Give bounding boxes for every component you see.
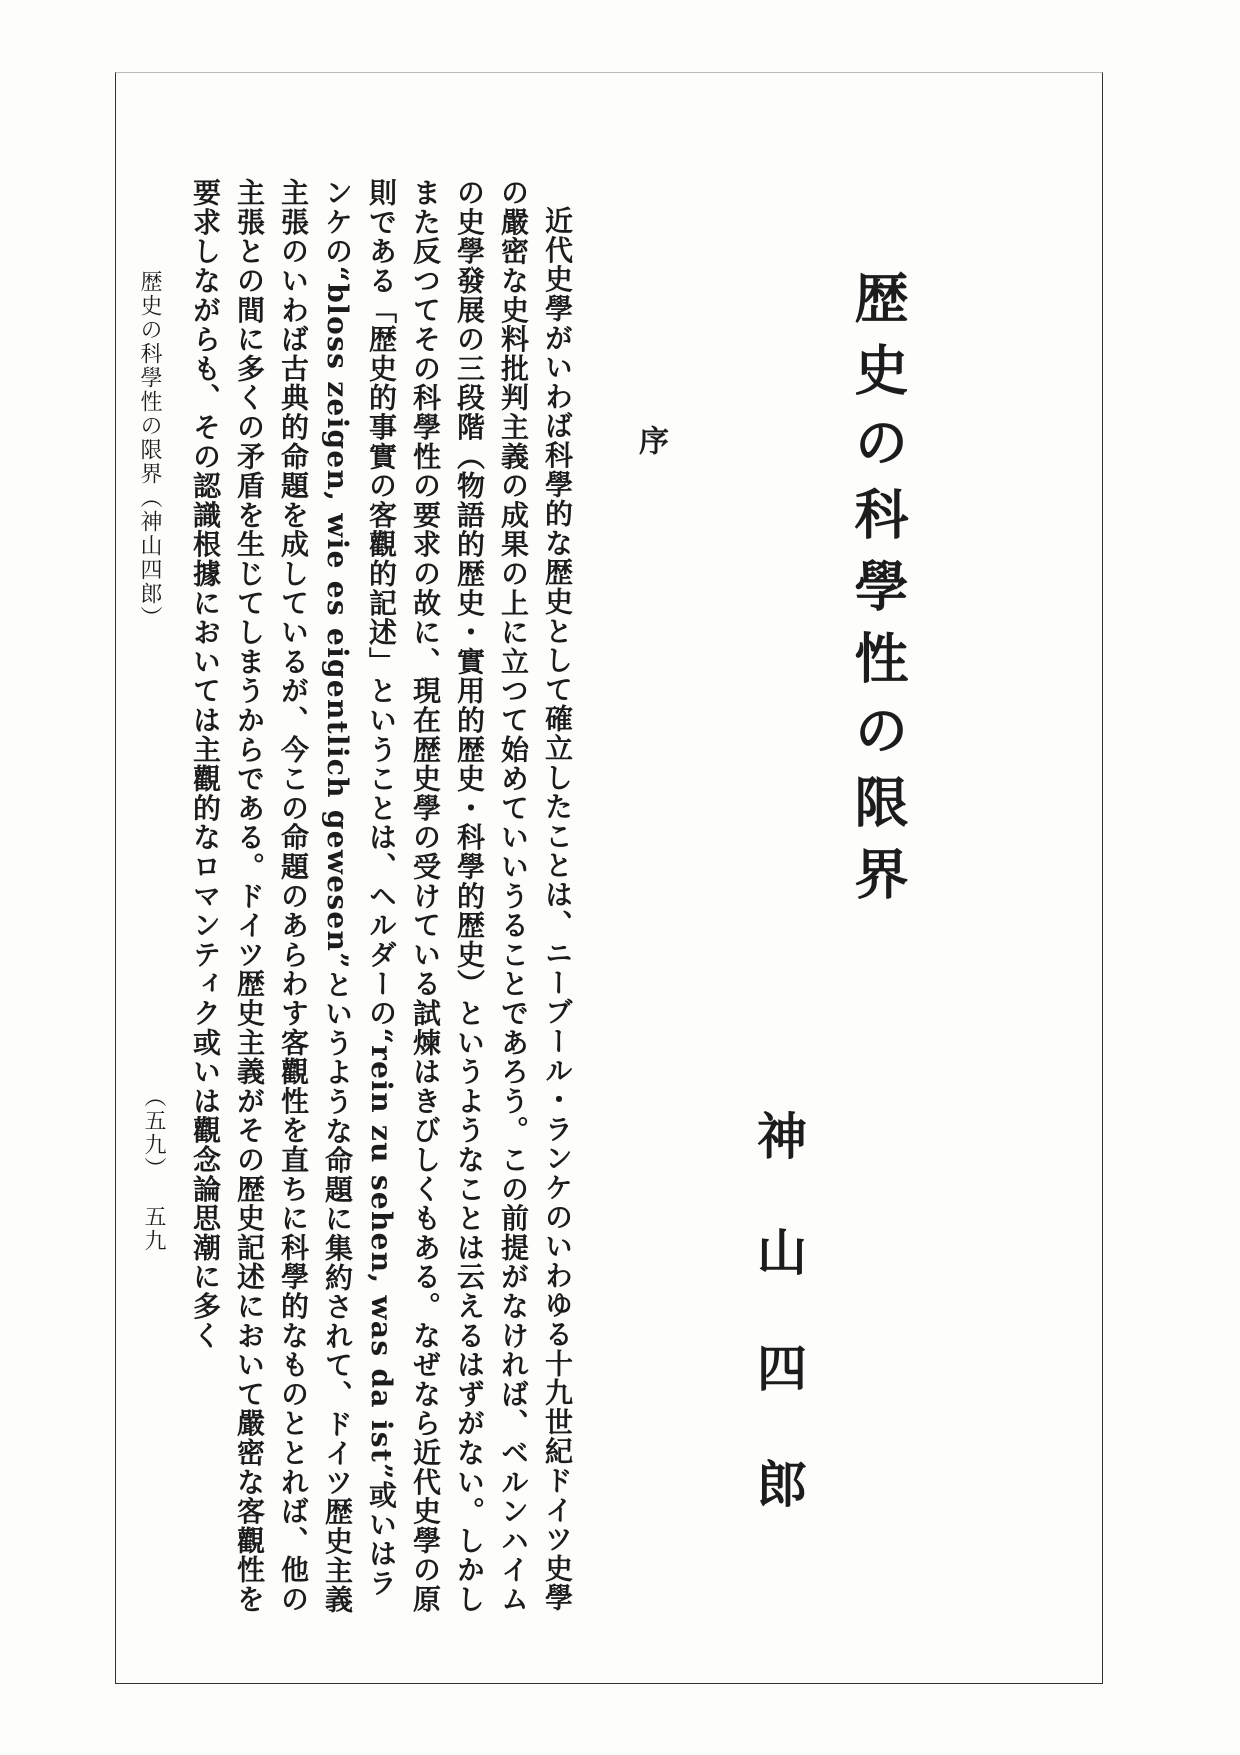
page-number-bracketed: （五九） (141, 1085, 166, 1181)
article-title: 歴史の科學性の限界 (846, 270, 910, 918)
section-heading: 序 (633, 425, 668, 455)
body-text (183, 178, 579, 1618)
author-name: 神山四郎 (749, 1110, 808, 1574)
running-title: 歴史の科學性の限界（神山四郎） (137, 270, 162, 630)
page-number: 五九 (141, 1205, 166, 1253)
body-paragraph: 近代史學がいわば科學的な歴史として確立したことは、ニーブール・ランケのいわゆる十九世紀ドイツ史學の嚴密な史料批判主義の成果の上に立つて始めていいうることであろう。この前提がなければ、ベルンハイムの史學發展の三段階（物語的歴史・實用的歴史・科學的歴史）というようなことは云えるはずがない。しかしまた反つてその科學性の要求の故に、現在歴史學の受けている試煉はきびしくもある。なぜなら近代史學の原則である「歴史的事實の客觀的記述」ということは、ヘルダーの“rein zu sehen, was da ist”或いはランケの“bloss zeigen, wie es eigentlich gewesen”というような命題に集約されて、ドイツ歴史主義主張のいわば古典的命題を成しているが、今この命題のあらわす客觀性を直ちに科學的なものととれば、他の主張との間に多くの矛盾を生じてしまうからである。ドイツ歴史主義がその歴史記述において嚴密な客觀性を要求しながらも、その認識根據においては主觀的なロマンティク或いは觀念論思潮に多く (189, 178, 574, 1615)
